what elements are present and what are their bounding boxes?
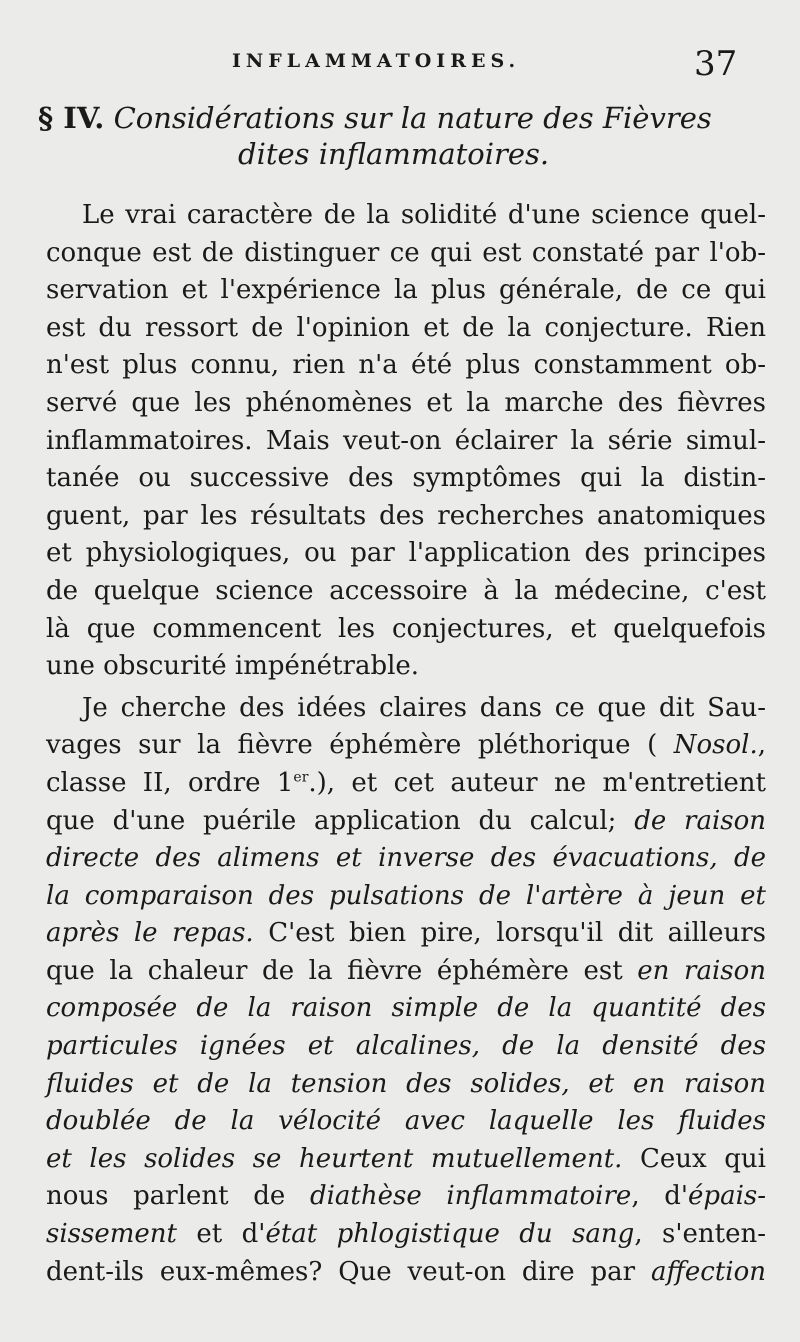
paragraph-2-line [46, 1178, 766, 1216]
italic-quote: et les solides se heurtent mutuellement. [46, 1143, 623, 1174]
text-run: , d' [631, 1181, 689, 1212]
section-title-part-2: dites inflammatoires. [238, 137, 550, 171]
paragraph-1-line: servé que les phénomènes et la marche des fièvres [46, 387, 766, 418]
section-heading-line-1 [38, 100, 768, 136]
paragraph-2-line: fluides et de la tension des solides, et en raison [46, 1068, 766, 1099]
italic-term: sissement [46, 1219, 177, 1250]
italic-quote: de raison [634, 805, 767, 836]
section-heading [38, 100, 768, 172]
paragraph-2-line [46, 727, 766, 765]
paragraph-1-line: n'est plus connu, rien n'a été plus constamment ob- [46, 350, 766, 381]
body-text [46, 197, 766, 1291]
paragraph-1-line: inflammatoires. Mais veut-on éclairer la série simul- [46, 425, 766, 456]
text-run: , s'enten- [634, 1219, 766, 1250]
paragraph-2-line [46, 915, 766, 953]
running-head [0, 44, 800, 84]
paragraph-1-line: de quelque science accessoire à la médecine, c'est [46, 575, 766, 606]
paragraph-2-line: particules ignées et alcalines, de la densité des [46, 1031, 766, 1062]
italic-term: diathèse inflammatoire [309, 1181, 632, 1212]
italic-quote: en raison [637, 955, 767, 986]
page-number: 37 [694, 44, 738, 84]
text-run: , [757, 730, 767, 761]
text-run: .), et cet auteur ne m'entretient [308, 767, 766, 798]
text-run: que la chaleur de la fièvre éphémère est [46, 955, 623, 986]
paragraph-2-line [46, 803, 766, 841]
text-run: nous parlent de [46, 1181, 286, 1212]
paragraph-2-line: doublée de la vélocité avec laquelle les fluides [46, 1106, 766, 1137]
paragraph-1-line: est du ressort de l'opinion et de la conjecture. Rien [46, 312, 766, 343]
paragraph-2-line: directe des alimens et inverse des évacuations, de [46, 843, 766, 874]
paragraph-1-line: là que commencent les conjectures, et quelquefois [46, 613, 766, 644]
paragraph-1-line: servation et l'expérience la plus générale, de ce qui [46, 275, 766, 306]
italic-term: état phlogistique du sang [265, 1219, 635, 1250]
text-run: vages sur la fièvre éphémère pléthorique ( [46, 730, 658, 761]
text-run: C'est bien pire, lorsqu'il dit ailleurs [268, 918, 766, 949]
text-run: que d'une puérile application du calcul; [46, 805, 617, 836]
text-run: classe II, ordre 1 [46, 767, 294, 798]
paragraph-1-line: conque est de distinguer ce qui est constaté par l'ob- [46, 237, 766, 268]
paragraph-2-line: la comparaison des pulsations de l'artère à jeun et [46, 880, 766, 911]
paragraph-2-line [46, 1216, 766, 1254]
paragraph-2-line [46, 765, 766, 803]
text-run: Ceux qui [640, 1143, 766, 1174]
paragraph-1-line: et physiologiques, ou par l'application des principes [46, 538, 766, 569]
paragraph-1-line: une obscurité impénétrable. [46, 651, 420, 682]
paragraph-2-line [46, 953, 766, 991]
paragraph-1-line: Le vrai caractère de la solidité d'une science quel- [82, 200, 766, 230]
text-run: dent-ils eux-mêmes? Que veut-on dire par [46, 1256, 636, 1287]
superscript: er [293, 769, 309, 786]
section-number: § IV. [38, 101, 105, 135]
italic-term: affection [650, 1256, 766, 1287]
section-title-part-1: Considérations sur la nature des Fièvres [113, 101, 712, 135]
text-run: et d' [196, 1219, 266, 1250]
paragraph-1-line: guent, par les résultats des recherches anatomiques [46, 500, 766, 531]
paragraph-1-line: tanée ou successive des symptômes qui la distin- [46, 463, 766, 494]
paragraph-2-line: Je cherche des idées claires dans ce que dit Sau- [82, 692, 766, 723]
italic-quote: après le repas. [46, 918, 254, 949]
citation-italic: Nosol. [673, 730, 758, 761]
italic-term: épais- [688, 1181, 767, 1212]
running-title: INFLAMMATOIRES. [232, 50, 521, 72]
paragraph-2-line: composée de la raison simple de la quantité des [46, 993, 766, 1024]
paragraph-2-line [46, 1141, 766, 1179]
paragraph-2-line [46, 1254, 766, 1292]
